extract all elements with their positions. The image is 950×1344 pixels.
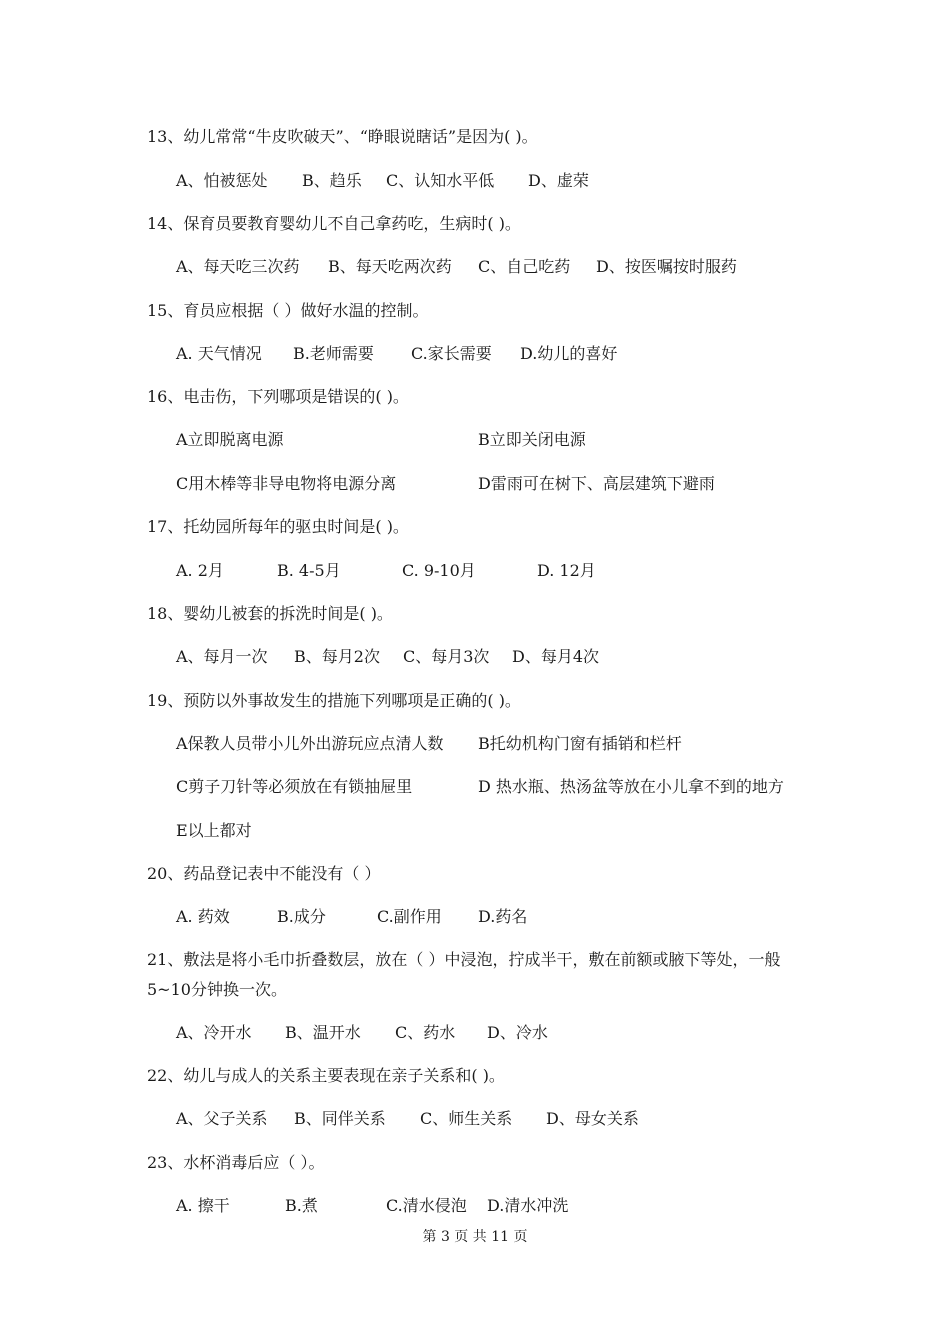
q18-option-b: B、每月2次 (294, 647, 380, 666)
q16-option-a: A立即脱离电源 (176, 430, 284, 449)
q13-option-b: B、趋乐 (302, 171, 362, 190)
q14-option-a: A、每天吃三次药 (176, 257, 300, 276)
q13-option-c: C、认知水平低 (386, 171, 495, 190)
q18-option-a: A、每月一次 (176, 647, 268, 666)
page-footer: 第 3 页 共 11 页 (422, 1229, 528, 1245)
q23-option-a: A. 擦干 (176, 1196, 230, 1215)
question-19: 19、预防以外事故发生的措施下列哪项是正确的( )。 (147, 691, 521, 710)
q16-option-c: C用木棒等非导电物将电源分离 (176, 474, 397, 493)
question-13: 13、幼儿常常“牛皮吹破天”、“睁眼说瞎话”是因为( )。 (147, 127, 538, 146)
q17-option-a: A. 2月 (176, 561, 224, 580)
q22-option-d: D、母女关系 (546, 1109, 639, 1128)
question-21: 21、敷法是将小毛巾折叠数层，放在（ ）中浸泡，拧成半干，敷在前额或腋下等处，一般5~10分钟换一次。 (147, 950, 781, 999)
q21-option-a: A、冷开水 (176, 1023, 252, 1042)
q20-option-b: B.成分 (277, 907, 326, 926)
q13-option-d: D、虚荣 (528, 171, 589, 190)
q22-option-a: A、父子关系 (176, 1109, 268, 1128)
q17-option-d: D. 12月 (537, 561, 596, 580)
q19-option-b: B托幼机构门窗有插销和栏杆 (478, 734, 682, 753)
question-22: 22、幼儿与成人的关系主要表现在亲子关系和( )。 (147, 1066, 505, 1085)
q15-option-c: C.家长需要 (411, 344, 492, 363)
q19-option-d: D 热水瓶、热汤盆等放在小儿拿不到的地方 (478, 777, 784, 796)
question-20: 20、药品登记表中不能没有（ ） (147, 864, 381, 883)
q18-option-d: D、每月4次 (512, 647, 600, 666)
q23-option-c: C.清水侵泡 (386, 1196, 467, 1215)
q14-option-b: B、每天吃两次药 (328, 257, 452, 276)
q14-option-d: D、按医嘱按时服药 (596, 257, 737, 276)
question-16: 16、电击伤，下列哪项是错误的( )。 (147, 387, 409, 406)
question-15: 15、育员应根据（ ）做好水温的控制。 (147, 301, 429, 320)
q18-option-c: C、每月3次 (403, 647, 490, 666)
q16-option-d: D雷雨可在树下、高层建筑下避雨 (478, 474, 715, 493)
q21-option-c: C、药水 (395, 1023, 456, 1042)
q16-option-b: B立即关闭电源 (478, 430, 586, 449)
question-23: 23、水杯消毒后应（ ）。 (147, 1153, 325, 1172)
q22-option-c: C、师生关系 (420, 1109, 513, 1128)
q19-option-e: E以上都对 (176, 821, 252, 840)
q17-option-b: B. 4-5月 (277, 561, 341, 580)
q21-option-d: D、冷水 (487, 1023, 548, 1042)
question-17: 17、托幼园所每年的驱虫时间是( )。 (147, 517, 409, 536)
question-14: 14、保育员要教育婴幼儿不自己拿药吃，生病时( )。 (147, 214, 521, 233)
q13-option-a: A、怕被惩处 (176, 171, 268, 190)
q15-option-d: D.幼儿的喜好 (520, 344, 618, 363)
q15-option-a: A. 天气情况 (176, 344, 262, 363)
q20-option-c: C.副作用 (377, 907, 442, 926)
question-18: 18、婴幼儿被套的拆洗时间是( )。 (147, 604, 393, 623)
q17-option-c: C. 9-10月 (402, 561, 476, 580)
q15-option-b: B.老师需要 (293, 344, 374, 363)
q21-option-b: B、温开水 (285, 1023, 361, 1042)
q14-option-c: C、自己吃药 (478, 257, 571, 276)
q19-option-a: A保教人员带小儿外出游玩应点清人数 (176, 734, 444, 753)
q20-option-a: A. 药效 (176, 907, 230, 926)
q20-option-d: D.药名 (478, 907, 528, 926)
q22-option-b: B、同伴关系 (294, 1109, 386, 1128)
q23-option-b: B.煮 (285, 1196, 318, 1215)
q19-option-c: C剪子刀针等必须放在有锁抽屉里 (176, 777, 413, 796)
q23-option-d: D.清水冲洗 (487, 1196, 569, 1215)
